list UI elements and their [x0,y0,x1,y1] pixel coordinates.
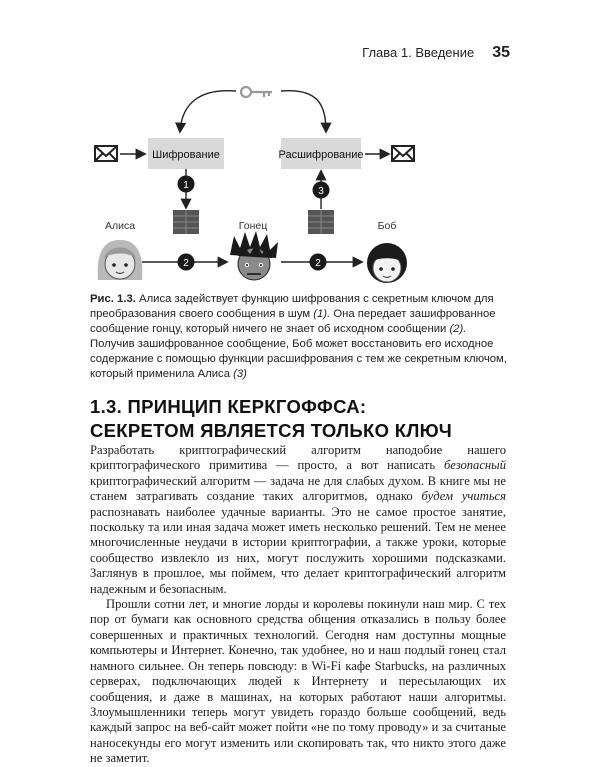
caption-text: Она передает зашифрованное сообщение гонцу, который ничего не знает об исходном сообщении [90,308,496,335]
envelope-icon [95,146,117,161]
key-to-decrypt-arrow [281,91,326,131]
section-heading [90,395,520,443]
emphasis: безопасный [443,458,506,473]
alice-avatar [98,240,143,280]
alice-label: Алиса [104,220,136,232]
encrypt-label: Шифрование [152,149,220,161]
messenger-avatar [230,231,278,280]
step-2-number: 2 [183,258,189,269]
bob-avatar [367,243,407,283]
caption-ref: (2). [449,323,467,335]
paragraph [90,443,506,597]
emphasis: будем учиться [421,489,507,504]
caption-ref: (1). [313,308,331,320]
messenger-label: Гонец [238,220,268,232]
body-text [90,443,506,767]
paragraph-text: криптографический алгоритм — задача не для слабых духом. В книге мы не станем затрагивать создание таких алгоритмов, однако [90,473,506,504]
caption-text: Получив зашифрованное сообщение, Боб может восстановить его исходное содержание с помощью функции расшифрования с тем же секретным ключом, который применила Алиса [90,338,507,380]
chest-icon [173,210,199,234]
bob-label: Боб [377,220,397,232]
chapter-title: Глава 1. Введение [362,45,475,60]
envelope-icon [392,146,414,161]
chest-icon [308,210,334,234]
figure-caption [90,292,510,382]
paragraph-text: Разработать криптографический алгоритм наподобие нашего криптографического примитива — просто, а вот написать [90,443,506,473]
caption-text: Алиса задействует функцию шифрования с секретным ключом для преобразования своего сообщения в шум [90,293,494,320]
page-number: 35 [492,44,510,61]
paragraph: Прошли сотни лет, и многие лорды и королевы покинули наш мир. С тех пор от бумаги как основного средства общения отказались в пользу более совершенных и практичных технологий. Сегодня нам доступны мощные компьютеры и Интернет. Конечно, так удобнее, но и наш подлый гонец стал намного сильнее. Он теперь повсюду: в Wi-Fi кафе Starbucks, на различных серверах, подключающих людей к Интернету и пересылающих их сообщения, и даже в машинах, на которых работают наши алгоритмы. Злоумышленники теперь могут увидеть гораздо больше сообщений, ведь каждый запрос на веб-сайт может пойти «не по тому проводу» и за считаные наносекунды его могут изменить или скопировать так, что никто этого даже не заметит. [90,597,506,766]
step-2-number: 2 [315,258,321,269]
section-heading-line: СЕКРЕТОМ ЯВЛЯЕТСЯ ТОЛЬКО КЛЮЧ [90,420,453,441]
section-heading-line: 1.3. ПРИНЦИП КЕРКГОФФСА: [90,396,367,417]
encryption-diagram [0,0,600,290]
step-1-number: 1 [183,180,189,191]
decrypt-label: Расшифрование [278,149,364,161]
paragraph-text: распознавать наиболее удачные варианты. Это не самое простое занятие, поскольку та или иная задача может иметь несколько решений. Тем не менее многочисленные неудачи в истории криптографии, а также уроки, которые сообщество извлекло из них, могут послужить хорошими подсказками. Заглянув в прошлое, мы поймем, что делает криптографический алгоритм надежным и безопасным. [90,504,506,596]
step-3-number: 3 [318,186,324,197]
key-icon [241,87,272,97]
key-to-encrypt-arrow [180,91,236,131]
caption-label: Рис. 1.3. [90,293,136,305]
caption-ref: (3) [233,368,247,380]
